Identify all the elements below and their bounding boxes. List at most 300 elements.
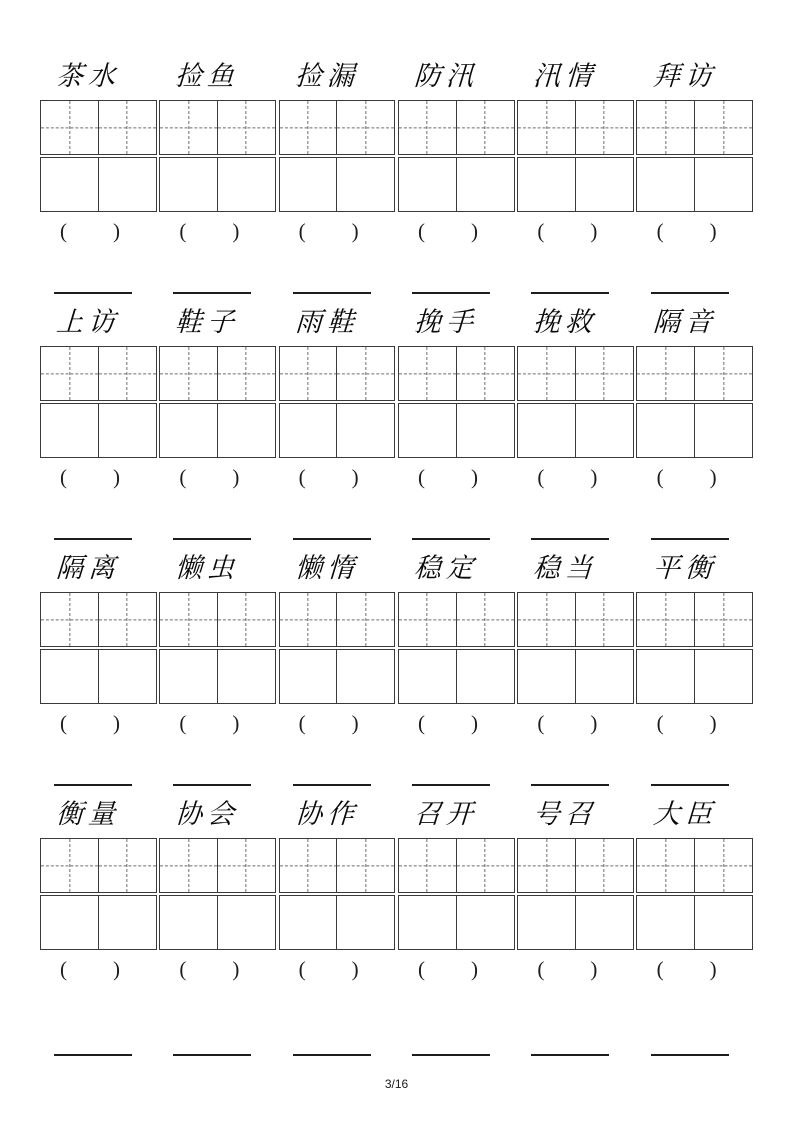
- tianzige-box[interactable]: [279, 346, 338, 401]
- grid-line-plain: [398, 649, 516, 704]
- writing-box[interactable]: [98, 403, 157, 458]
- vocabulary-word: 挽救: [532, 307, 599, 338]
- paren-close: ): [351, 218, 359, 243]
- tianzige-box[interactable]: [517, 346, 576, 401]
- writing-box[interactable]: [398, 649, 457, 704]
- row-spacer: [40, 740, 756, 772]
- grid-line-plain: [279, 649, 397, 704]
- word-slot: [40, 306, 159, 340]
- grid-line-guided: [398, 100, 516, 155]
- practice-grid-group: [517, 838, 635, 952]
- parentheses-answer-slot[interactable]: [40, 464, 159, 489]
- tianzige-box[interactable]: [159, 838, 218, 893]
- grid-line-plain: [398, 157, 516, 212]
- writing-box[interactable]: [279, 403, 338, 458]
- vocabulary-word: 防汛: [413, 61, 479, 92]
- writing-box[interactable]: [456, 403, 515, 458]
- grid-line-guided: [398, 592, 516, 647]
- tianzige-box[interactable]: [336, 838, 395, 893]
- exercise-row: [40, 772, 756, 986]
- word-slot: [517, 306, 636, 340]
- paren-open: (: [60, 956, 67, 981]
- vocabulary-word: 隔音: [651, 307, 718, 338]
- paren-close: ): [590, 956, 598, 981]
- grid-line-plain: [159, 403, 277, 458]
- rule-slot: [279, 538, 398, 540]
- tianzige-box[interactable]: [636, 346, 695, 401]
- word-slot: [517, 798, 636, 832]
- word-slot: [637, 306, 756, 340]
- tianzige-box[interactable]: [398, 592, 457, 647]
- paren-open: (: [656, 218, 664, 243]
- tianzige-box[interactable]: [159, 346, 218, 401]
- writing-box[interactable]: [694, 157, 753, 212]
- tianzige-box[interactable]: [279, 838, 338, 893]
- answer-rule[interactable]: [173, 784, 251, 786]
- paren-close: ): [709, 710, 717, 735]
- row-spacer: [40, 494, 756, 526]
- page-number: 3/16: [384, 1077, 409, 1091]
- writing-box[interactable]: [279, 649, 338, 704]
- answer-rule[interactable]: [293, 292, 371, 294]
- writing-box[interactable]: [40, 157, 99, 212]
- tianzige-box[interactable]: [40, 592, 99, 647]
- rule-slot: [398, 292, 517, 294]
- parentheses-answer-slot[interactable]: [637, 464, 756, 489]
- answer-rule[interactable]: [651, 538, 729, 540]
- practice-grid-group: [636, 592, 754, 706]
- word-slot: [637, 552, 756, 586]
- parentheses-answer-slot[interactable]: [40, 710, 159, 735]
- tianzige-box[interactable]: [456, 592, 515, 647]
- writing-box[interactable]: [575, 649, 634, 704]
- parentheses-row: [40, 706, 756, 740]
- parentheses-answer-slot[interactable]: [517, 710, 636, 735]
- rule-slot: [40, 538, 159, 540]
- answer-rule[interactable]: [412, 784, 490, 786]
- paren-open: (: [537, 956, 545, 981]
- word-slot: [398, 552, 517, 586]
- vocabulary-word: 平衡: [651, 553, 718, 584]
- word-slot: [637, 60, 756, 94]
- answer-rule[interactable]: [412, 538, 490, 540]
- writing-box[interactable]: [279, 157, 338, 212]
- tianzige-box[interactable]: [98, 592, 157, 647]
- writing-box[interactable]: [98, 895, 157, 950]
- parentheses-answer-slot[interactable]: [398, 464, 517, 489]
- writing-box[interactable]: [694, 895, 753, 950]
- practice-grid-group: [517, 100, 635, 214]
- worksheet-body: [40, 48, 756, 1056]
- practice-grid-group: [159, 838, 277, 952]
- parentheses-answer-slot[interactable]: [40, 218, 159, 243]
- tianzige-box[interactable]: [694, 592, 753, 647]
- answer-rule[interactable]: [651, 784, 729, 786]
- rule-slot: [517, 1054, 636, 1056]
- paren-open: (: [60, 710, 67, 735]
- answer-rule[interactable]: [173, 292, 251, 294]
- tianzige-box[interactable]: [40, 346, 99, 401]
- grid-line-plain: [398, 403, 516, 458]
- paren-open: (: [179, 464, 187, 489]
- tianzige-box[interactable]: [398, 100, 457, 155]
- writing-box[interactable]: [398, 403, 457, 458]
- answer-rule[interactable]: [293, 1054, 371, 1056]
- writing-box[interactable]: [636, 895, 695, 950]
- tianzige-box[interactable]: [517, 838, 576, 893]
- answer-rule[interactable]: [293, 784, 371, 786]
- answer-rule[interactable]: [531, 538, 609, 540]
- writing-box[interactable]: [217, 895, 276, 950]
- tianzige-box[interactable]: [40, 838, 99, 893]
- answer-rule[interactable]: [531, 784, 609, 786]
- grid-line-guided: [517, 100, 635, 155]
- writing-box[interactable]: [456, 895, 515, 950]
- writing-box[interactable]: [456, 157, 515, 212]
- answer-rule[interactable]: [293, 538, 371, 540]
- parentheses-answer-slot[interactable]: [398, 218, 517, 243]
- tianzige-box[interactable]: [636, 592, 695, 647]
- vocabulary-word: 懒虫: [174, 553, 241, 584]
- paren-close: ): [470, 710, 478, 735]
- writing-box[interactable]: [575, 895, 634, 950]
- answer-rule[interactable]: [412, 1054, 490, 1056]
- grid-line-plain: [636, 157, 754, 212]
- grid-line-guided: [636, 346, 754, 401]
- word-row: [40, 540, 756, 586]
- tianzige-box[interactable]: [636, 100, 695, 155]
- writing-box[interactable]: [636, 157, 695, 212]
- parentheses-answer-slot[interactable]: [159, 218, 278, 243]
- paren-close: ): [113, 464, 120, 489]
- row-spacer: [40, 248, 756, 280]
- parentheses-answer-slot[interactable]: [159, 710, 278, 735]
- answer-rule[interactable]: [173, 1054, 251, 1056]
- rule-line-row: [40, 526, 756, 540]
- tianzige-box[interactable]: [159, 100, 218, 155]
- tianzige-box[interactable]: [336, 592, 395, 647]
- word-row: [40, 294, 756, 340]
- vocabulary-word: 稳当: [532, 553, 599, 584]
- practice-grid-group: [279, 592, 397, 706]
- tianzige-box[interactable]: [456, 100, 515, 155]
- tianzige-box[interactable]: [98, 100, 157, 155]
- paren-close: ): [470, 218, 478, 243]
- paren-open: (: [417, 956, 425, 981]
- tianzige-box[interactable]: [98, 838, 157, 893]
- word-slot: [159, 552, 278, 586]
- word-slot: [398, 306, 517, 340]
- tianzige-box[interactable]: [575, 592, 634, 647]
- answer-rule[interactable]: [54, 784, 132, 786]
- paren-close: ): [590, 218, 598, 243]
- parentheses-answer-slot[interactable]: [40, 956, 159, 981]
- tianzige-box[interactable]: [694, 838, 753, 893]
- rule-slot: [637, 1054, 756, 1056]
- rule-slot: [517, 784, 636, 786]
- answer-rule[interactable]: [173, 538, 251, 540]
- vocabulary-word: 雨鞋: [293, 307, 360, 338]
- paren-close: ): [113, 218, 120, 243]
- grid-line-plain: [517, 895, 635, 950]
- writing-box[interactable]: [217, 649, 276, 704]
- tianzige-box[interactable]: [517, 592, 576, 647]
- paren-open: (: [417, 710, 425, 735]
- tianzige-box[interactable]: [575, 100, 634, 155]
- grid-line-plain: [40, 895, 158, 950]
- grid-line-guided: [279, 346, 397, 401]
- writing-box[interactable]: [336, 403, 395, 458]
- writing-box[interactable]: [517, 403, 576, 458]
- practice-grid-group: [636, 100, 754, 214]
- vocabulary-word: 协作: [293, 799, 360, 830]
- word-slot: [517, 552, 636, 586]
- parentheses-answer-slot[interactable]: [398, 710, 517, 735]
- paren-close: ): [590, 464, 598, 489]
- practice-grid-group: [279, 346, 397, 460]
- parentheses-answer-slot[interactable]: [159, 956, 278, 981]
- tianzige-box[interactable]: [575, 346, 634, 401]
- row-spacer: [40, 986, 756, 1018]
- vocabulary-word: 捡鱼: [174, 61, 241, 92]
- tianzige-box[interactable]: [217, 838, 276, 893]
- practice-grid-group: [159, 100, 277, 214]
- writing-box[interactable]: [40, 649, 99, 704]
- rule-slot: [517, 538, 636, 540]
- paren-close: ): [709, 218, 717, 243]
- grid-line-guided: [398, 838, 516, 893]
- practice-grid-group: [40, 592, 158, 706]
- paren-close: ): [113, 710, 120, 735]
- grid-line-guided: [279, 100, 397, 155]
- rule-slot: [398, 538, 517, 540]
- rule-slot: [279, 784, 398, 786]
- parentheses-answer-slot[interactable]: [637, 218, 756, 243]
- practice-grid-group: [636, 346, 754, 460]
- tianzige-box[interactable]: [636, 838, 695, 893]
- tianzige-box[interactable]: [336, 100, 395, 155]
- parentheses-answer-slot[interactable]: [279, 710, 398, 735]
- paren-open: (: [179, 956, 187, 981]
- rule-slot: [159, 1054, 278, 1056]
- answer-rule[interactable]: [531, 292, 609, 294]
- tianzige-box[interactable]: [694, 346, 753, 401]
- vocabulary-word: 衡量: [55, 799, 121, 830]
- parentheses-answer-slot[interactable]: [637, 956, 756, 981]
- practice-grid-group: [398, 838, 516, 952]
- word-slot: [159, 306, 278, 340]
- writing-box[interactable]: [636, 403, 695, 458]
- paren-close: ): [232, 218, 240, 243]
- parentheses-answer-slot[interactable]: [517, 218, 636, 243]
- writing-box[interactable]: [636, 649, 695, 704]
- practice-grid-group: [279, 100, 397, 214]
- rule-line-row: [40, 280, 756, 294]
- parentheses-row: [40, 460, 756, 494]
- tianzige-box[interactable]: [575, 838, 634, 893]
- rule-slot: [40, 784, 159, 786]
- rule-slot: [637, 784, 756, 786]
- writing-box[interactable]: [517, 157, 576, 212]
- practice-grid-group: [159, 592, 277, 706]
- tianzige-box[interactable]: [456, 346, 515, 401]
- writing-box[interactable]: [98, 649, 157, 704]
- grid-line-plain: [40, 649, 158, 704]
- tianzige-box[interactable]: [217, 592, 276, 647]
- tianzige-box[interactable]: [279, 592, 338, 647]
- word-slot: [279, 552, 398, 586]
- practice-grid-group: [159, 346, 277, 460]
- grid-line-guided: [159, 838, 277, 893]
- writing-box[interactable]: [336, 895, 395, 950]
- word-slot: [279, 798, 398, 832]
- answer-rule[interactable]: [651, 292, 729, 294]
- tianzige-box[interactable]: [517, 100, 576, 155]
- vocabulary-word: 茶水: [55, 61, 121, 92]
- word-slot: [159, 60, 278, 94]
- paren-close: ): [113, 956, 120, 981]
- answer-rule[interactable]: [54, 538, 132, 540]
- writing-box[interactable]: [575, 157, 634, 212]
- paren-open: (: [60, 218, 67, 243]
- answer-rule[interactable]: [54, 292, 132, 294]
- word-slot: [159, 798, 278, 832]
- tianzige-box[interactable]: [98, 346, 157, 401]
- parentheses-answer-slot[interactable]: [637, 710, 756, 735]
- tianzige-box[interactable]: [40, 100, 99, 155]
- word-slot: [398, 60, 517, 94]
- tail-rule-row: [40, 1036, 756, 1056]
- vocabulary-word: 懒惰: [293, 553, 360, 584]
- paren-open: (: [179, 710, 187, 735]
- grid-line-plain: [636, 649, 754, 704]
- practice-grid-group: [40, 346, 158, 460]
- paren-close: ): [590, 710, 598, 735]
- paren-open: (: [537, 464, 545, 489]
- word-slot: [40, 60, 159, 94]
- parentheses-answer-slot[interactable]: [517, 956, 636, 981]
- parentheses-answer-slot[interactable]: [279, 956, 398, 981]
- rule-slot: [637, 538, 756, 540]
- tianzige-box[interactable]: [217, 100, 276, 155]
- rule-slot: [40, 292, 159, 294]
- writing-box[interactable]: [456, 649, 515, 704]
- parentheses-row: [40, 952, 756, 986]
- grid-line-plain: [517, 649, 635, 704]
- vocabulary-word: 召开: [413, 799, 479, 830]
- writing-box[interactable]: [398, 157, 457, 212]
- grid-line-plain: [159, 649, 277, 704]
- vocabulary-word: 上访: [55, 307, 121, 338]
- word-slot: [279, 306, 398, 340]
- paren-close: ): [351, 710, 359, 735]
- grid-line-plain: [398, 895, 516, 950]
- tianzige-box[interactable]: [694, 100, 753, 155]
- writing-box[interactable]: [517, 895, 576, 950]
- writing-box[interactable]: [517, 649, 576, 704]
- paren-open: (: [656, 464, 664, 489]
- writing-box[interactable]: [40, 403, 99, 458]
- answer-rule[interactable]: [412, 292, 490, 294]
- word-slot: [279, 60, 398, 94]
- parentheses-answer-slot[interactable]: [279, 464, 398, 489]
- writing-box[interactable]: [217, 403, 276, 458]
- word-slot: [637, 798, 756, 832]
- tianzige-box[interactable]: [456, 838, 515, 893]
- writing-box[interactable]: [694, 403, 753, 458]
- answer-rule[interactable]: [531, 1054, 609, 1056]
- writing-box[interactable]: [159, 403, 218, 458]
- rule-slot: [159, 292, 278, 294]
- paren-close: ): [709, 464, 717, 489]
- paren-close: ): [232, 956, 240, 981]
- paren-close: ): [351, 464, 359, 489]
- rule-slot: [279, 1054, 398, 1056]
- grid-line-plain: [636, 895, 754, 950]
- writing-box[interactable]: [575, 403, 634, 458]
- word-slot: [40, 552, 159, 586]
- parentheses-answer-slot[interactable]: [517, 464, 636, 489]
- parentheses-answer-slot[interactable]: [398, 956, 517, 981]
- grid-line-guided: [636, 100, 754, 155]
- writing-box[interactable]: [159, 895, 218, 950]
- practice-grid-row: [40, 838, 756, 952]
- parentheses-answer-slot[interactable]: [279, 218, 398, 243]
- tianzige-box[interactable]: [217, 346, 276, 401]
- practice-grid-group: [517, 592, 635, 706]
- word-slot: [40, 798, 159, 832]
- writing-box[interactable]: [336, 649, 395, 704]
- tianzige-box[interactable]: [398, 346, 457, 401]
- answer-rule[interactable]: [54, 1054, 132, 1056]
- paren-close: ): [709, 956, 717, 981]
- vocabulary-word: 汛情: [532, 61, 599, 92]
- grid-line-plain: [159, 157, 277, 212]
- writing-box[interactable]: [217, 157, 276, 212]
- vocabulary-word: 拜访: [651, 61, 718, 92]
- paren-close: ): [351, 956, 359, 981]
- writing-box[interactable]: [98, 157, 157, 212]
- practice-grid-group: [636, 838, 754, 952]
- tianzige-box[interactable]: [279, 100, 338, 155]
- tianzige-box[interactable]: [159, 592, 218, 647]
- grid-line-guided: [279, 592, 397, 647]
- tianzige-box[interactable]: [398, 838, 457, 893]
- exercise-row: [40, 526, 756, 740]
- grid-line-guided: [159, 592, 277, 647]
- grid-line-plain: [159, 895, 277, 950]
- writing-box[interactable]: [159, 157, 218, 212]
- vocabulary-word: 协会: [174, 799, 241, 830]
- parentheses-answer-slot[interactable]: [159, 464, 278, 489]
- writing-box[interactable]: [694, 649, 753, 704]
- writing-box[interactable]: [159, 649, 218, 704]
- grid-line-plain: [40, 403, 158, 458]
- rule-slot: [398, 784, 517, 786]
- writing-box[interactable]: [279, 895, 338, 950]
- paren-close: ): [470, 956, 478, 981]
- rule-slot: [40, 1054, 159, 1056]
- paren-open: (: [298, 464, 306, 489]
- writing-box[interactable]: [398, 895, 457, 950]
- answer-rule[interactable]: [651, 1054, 729, 1056]
- writing-box[interactable]: [336, 157, 395, 212]
- vocabulary-word: 鞋子: [174, 307, 241, 338]
- tianzige-box[interactable]: [336, 346, 395, 401]
- practice-grid-group: [517, 346, 635, 460]
- writing-box[interactable]: [40, 895, 99, 950]
- grid-line-guided: [40, 838, 158, 893]
